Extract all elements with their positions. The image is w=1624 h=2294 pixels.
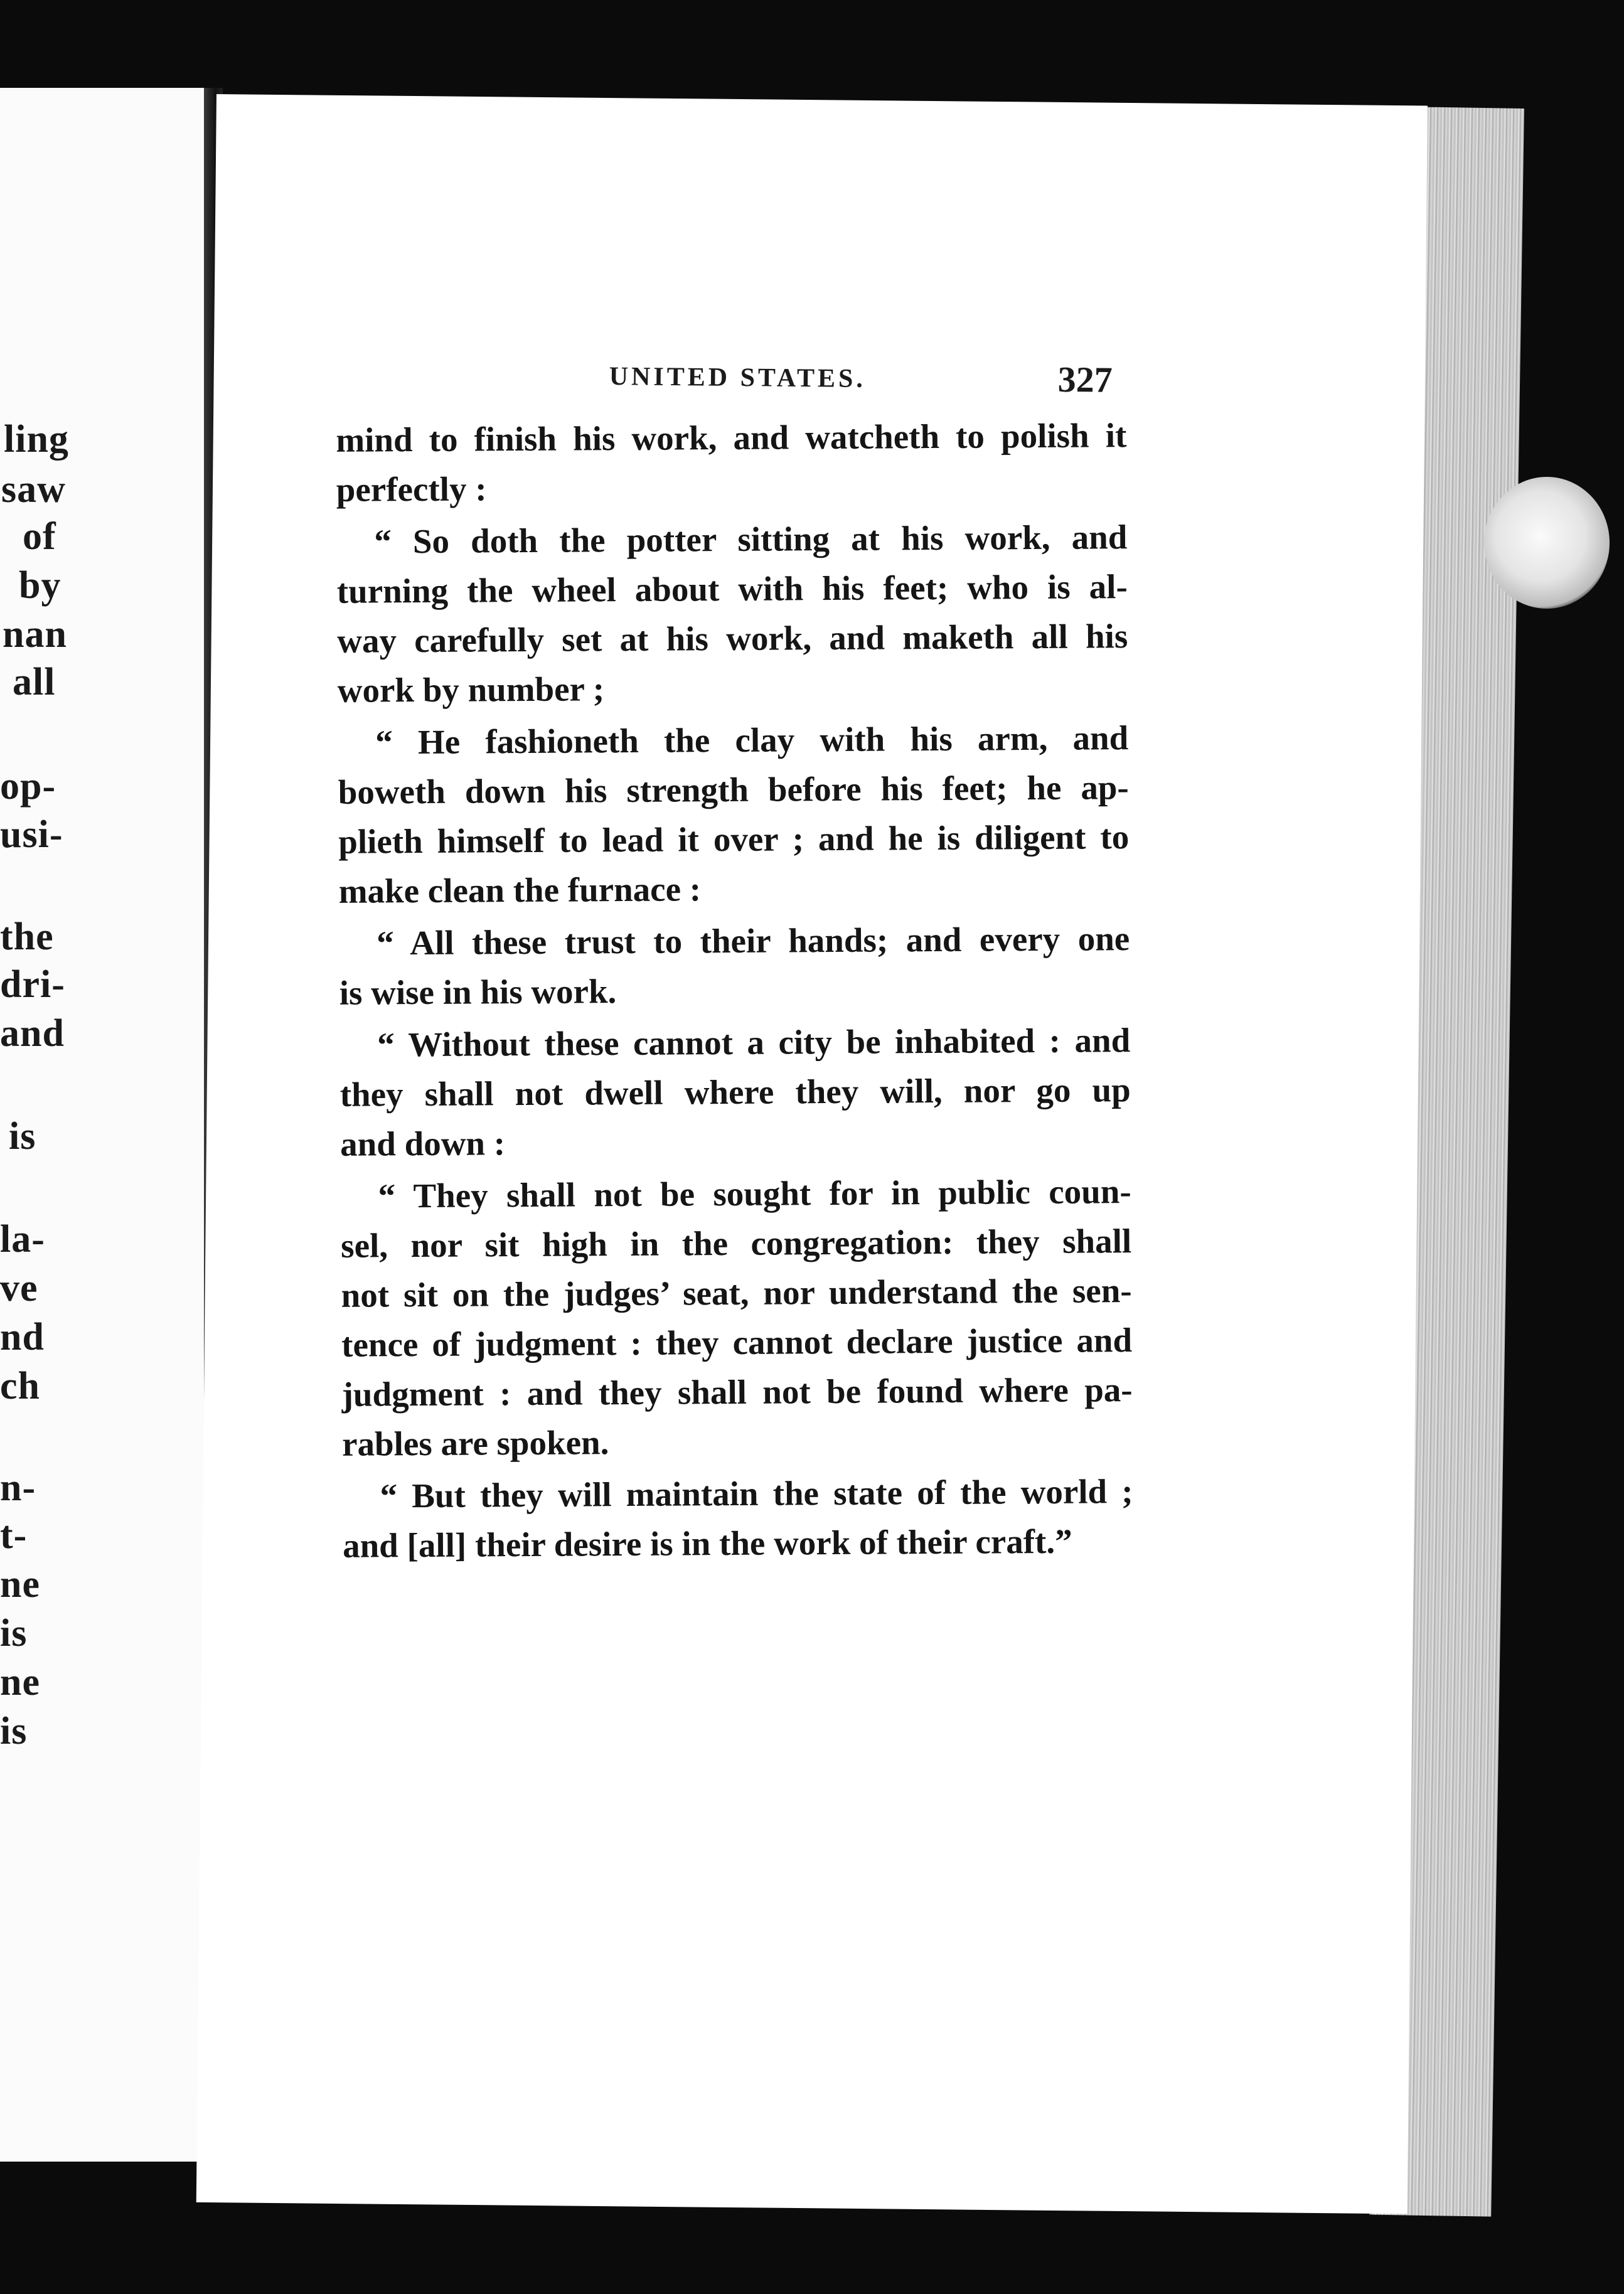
left-page-fragment: is — [0, 1710, 28, 1753]
left-page-fragment: all — [13, 661, 56, 703]
paragraph — [340, 1166, 1131, 1221]
paragraph-continued — [339, 1065, 1131, 1169]
paragraph-continued — [339, 963, 1130, 1018]
left-page-fragment: of — [23, 515, 56, 558]
text-line: make clean the furnace : — [338, 870, 702, 910]
paragraph — [336, 410, 1127, 515]
left-page-fragment: n- — [0, 1466, 36, 1509]
text-line: “ Without these cannot a city be inhabited : and — [377, 1021, 1131, 1064]
text-line: tence of judgment : they cannot declare justice and — [341, 1321, 1133, 1364]
paragraph — [338, 713, 1128, 767]
left-page-fragment: ne — [0, 1661, 40, 1704]
paragraph — [339, 1015, 1130, 1070]
left-page-fragment: nan — [3, 613, 67, 656]
text-line: judgment : and they shall not be found where pa- — [341, 1370, 1133, 1414]
text-line: they shall not dwell where they will, nor go up — [339, 1070, 1131, 1114]
right-page — [196, 94, 1428, 2214]
left-page-fragment: the — [0, 915, 54, 958]
text-line: “ He fashioneth the clay with his arm, and — [375, 718, 1129, 762]
text-line: plieth himself to lead it over ; and he is diligent to — [338, 818, 1130, 861]
left-page-fragment: la- — [0, 1218, 45, 1261]
text-line: “ So doth the potter sitting at his work, and — [374, 518, 1128, 561]
left-page-fragment: ling — [4, 418, 69, 461]
paragraph — [339, 914, 1130, 968]
text-line: “ They shall not be sought for in public coun- — [378, 1172, 1131, 1215]
left-page-fragment: is — [9, 1115, 36, 1158]
left-page-fragment: ve — [0, 1267, 38, 1310]
left-page-fragment: usi- — [0, 813, 63, 856]
left-page-fragment: saw — [1, 468, 66, 511]
left-page-fragment: and — [0, 1012, 65, 1055]
text-line: sel, nor sit high in the congregation: they shall — [340, 1222, 1132, 1265]
text-line: “ All these trust to their hands; and every one — [377, 919, 1130, 963]
paragraph — [336, 512, 1127, 567]
left-page-fragment: by — [19, 564, 61, 607]
text-line: boweth down his strength before his feet; he ap- — [338, 768, 1129, 811]
text-line: and down : — [340, 1124, 506, 1163]
text-line: “ But they will maintain the state of the world ; — [380, 1472, 1133, 1515]
paragraph — [342, 1466, 1133, 1521]
paragraph-continued — [338, 762, 1130, 916]
left-page-fragment: op- — [0, 765, 56, 808]
left-page-fragment: ch — [0, 1365, 40, 1407]
text-line: perfectly : — [336, 469, 487, 509]
text-line: and [all] their desire is in the work of their craft.” — [342, 1522, 1072, 1565]
paper-blot — [1484, 477, 1610, 609]
left-page-fragment: nd — [0, 1316, 45, 1358]
paragraph-continued — [343, 1516, 1133, 1571]
text-line: is wise in his work. — [339, 972, 617, 1012]
body-text — [336, 410, 1133, 1571]
paragraph-continued — [337, 562, 1128, 715]
text-line: turning the wheel about with his feet; who is al- — [336, 567, 1128, 611]
left-page-fragment: t- — [0, 1514, 28, 1557]
running-head: UNITED STATES. — [609, 362, 867, 393]
left-facing-page — [0, 88, 209, 2162]
left-page-fragment: is — [0, 1612, 28, 1655]
left-page-fragment: dri- — [0, 963, 65, 1006]
left-page-fragment: ne — [0, 1563, 40, 1606]
page-number: 327 — [1057, 358, 1113, 400]
text-line: mind to finish his work, and watcheth to polish it — [336, 416, 1127, 459]
text-line: not sit on the judges’ seat, nor understand the sen- — [341, 1271, 1132, 1315]
paragraph-continued — [341, 1216, 1133, 1469]
text-line: way carefully set at his work, and maketh all his — [337, 617, 1128, 660]
text-line: rables are spoken. — [341, 1423, 609, 1463]
text-line: work by number ; — [337, 670, 605, 710]
